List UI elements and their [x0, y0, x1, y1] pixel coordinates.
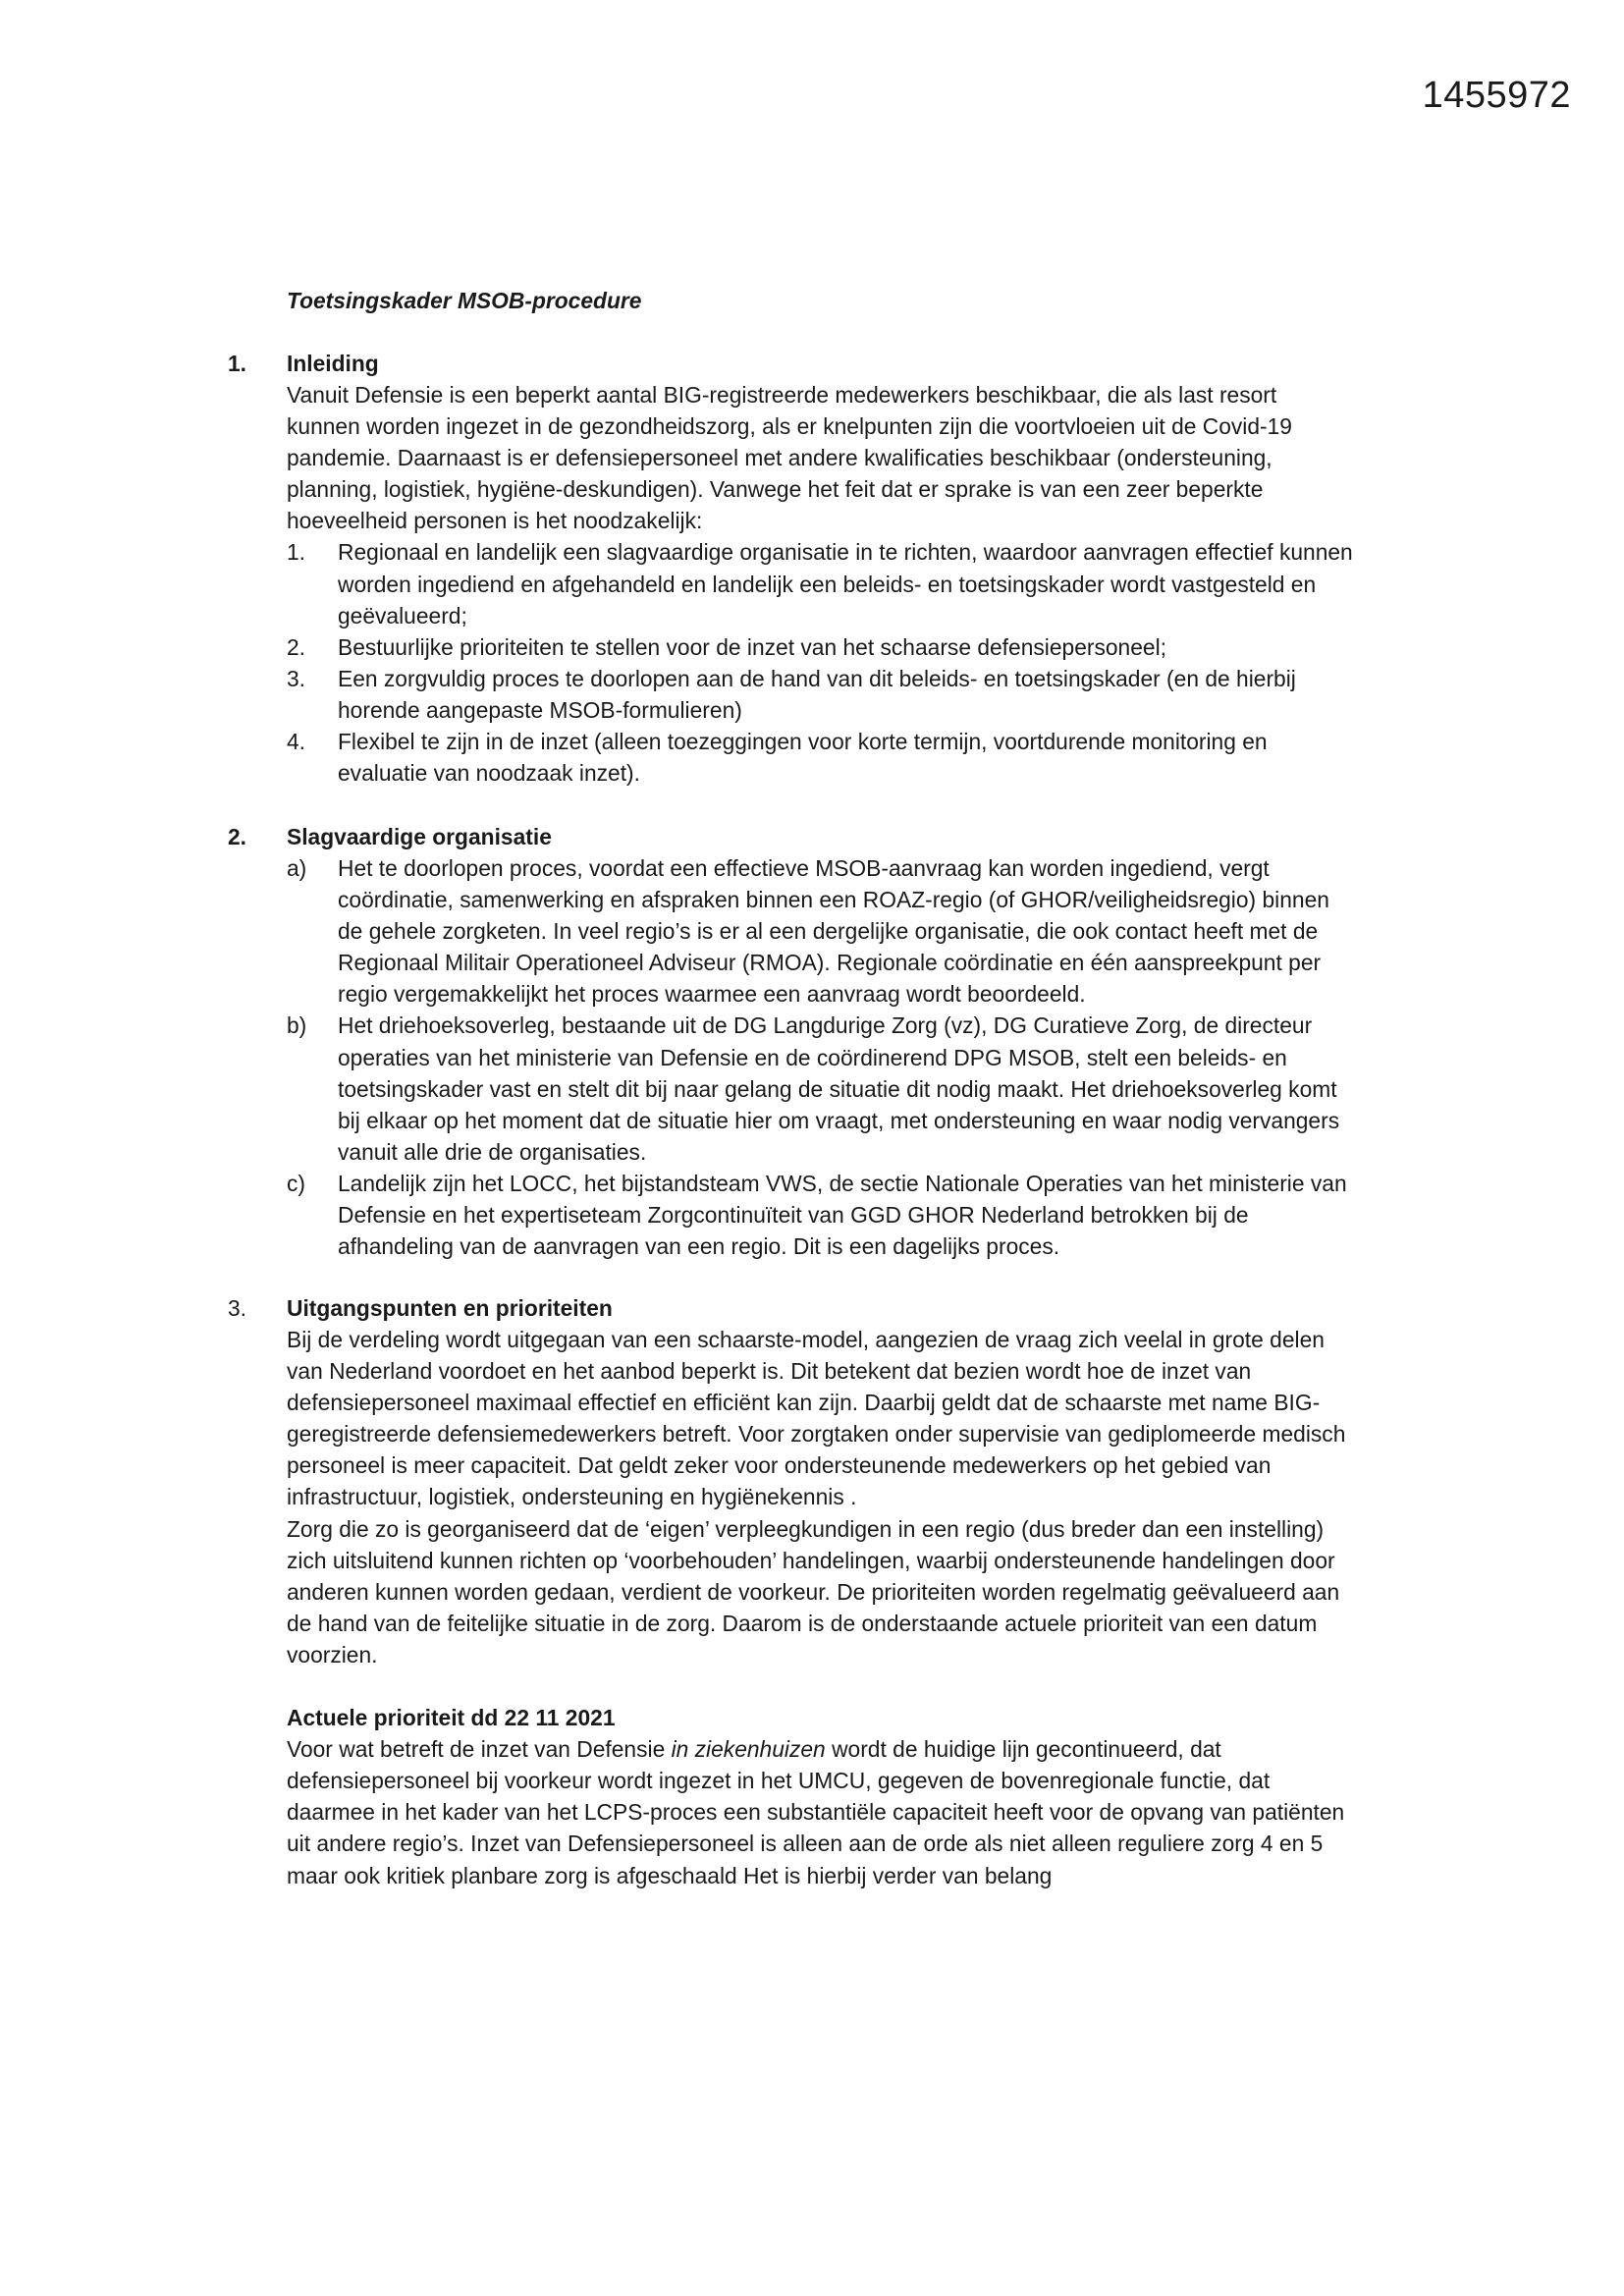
section-number: 1.	[228, 351, 247, 376]
list-item-text: Landelijk zijn het LOCC, het bijstandsteam VWS, de sectie Nationale Operaties van het ministerie van Defensie en het expertiseteam Zorgcontinuïteit van GGD GHOR Nederland betrokken bij de afhandeling van de aanvragen van een regio. Dit is een dagelijks proces.	[338, 1170, 1347, 1260]
list-item	[287, 536, 1359, 630]
section-uitgangspunten	[228, 1292, 1367, 1891]
list-marker: 3.	[287, 665, 306, 691]
paragraph-text: wordt de huidige lijn gecontinueerd, dat defensiepersoneel bij voorkeur wordt ingezet in het UMCU, gegeven de bovenregionale functie, dat daarmee in het kader van het LCPS-proces een substantiële capaciteit heeft voor de opvang van patiënten uit andere regio’s. Inzet van Defensiepersoneel is alleen aan de orde als niet alleen reguliere zorg 4 en 5 maar ook kritiek planbare zorg is afgeschaald Het is hierbij verder van belang	[287, 1736, 1345, 1888]
list-marker: 2.	[287, 633, 306, 660]
list-item	[287, 1010, 1359, 1167]
section-number: 3.	[228, 1295, 247, 1321]
section-title: Uitgangspunten en prioriteiten	[287, 1295, 613, 1321]
list-item	[287, 852, 1359, 1010]
section-paragraph: Zorg die zo is georganiseerd dat de ‘eigen’ verpleegkundigen in een regio (dus breder dan een instelling) zich uitsluitend kunnen richten op ‘voorbehouden’ handelingen, waarbij ondersteunende handelingen door anderen kunnen worden gedaan, verdient de voorkeur. De prioriteiten worden regelmatig geëvalueerd aan de hand van de feitelijke situatie in de zorg. Daarom is de onderstaande actuele prioriteit van een datum voorzien.	[287, 1515, 1340, 1667]
section-paragraph: Bij de verdeling wordt uitgegaan van een schaarste-model, aangezien de vraag zich veelal in grote delen van Nederland voordoet en het aanbod beperkt is. Dit betekent dat bezien wordt hoe de inzet van defensiepersoneel maximaal effectief en efficiënt kan zijn. Daarbij geldt dat de schaarste met name BIG-geregistreerde defensiemedewerkers betreft. Voor zorgtaken onder supervisie van gediplomeerde medisch personeel is meer capaciteit. Dat geldt zeker voor ondersteunende medewerkers op het gebied van infrastructuur, logistiek, ondersteuning en hygiënekennis .	[287, 1327, 1346, 1510]
list-item-text: Het te doorlopen proces, voordat een effectieve MSOB-aanvraag kan worden ingediend, vergt coördinatie, samenwerking en afspraken binnen een ROAZ-regio (of GHOR/veiligheidsregio) binnen de gehele zorgketen. In veel regio’s is er al een dergelijke organisatie, die ook contact heeft met de Regionaal Militair Operationeel Adviseur (RMOA). Regionale coördinatie en één aanspreekpunt per regio vergemakkelijkt het proces waarmee een aanvraag wordt beoordeeld.	[338, 855, 1329, 1008]
list-item-text: Bestuurlijke prioriteiten te stellen voor de inzet van het schaarse defensiepersoneel;	[338, 633, 1166, 660]
list-item-text: Regionaal en landelijk een slagvaardige organisatie in te richten, waardoor aanvragen effectief kunnen worden ingediend en afgehandeld en landelijk een beleids- en toetsingskader wordt vastgesteld en geëvalueerd;	[338, 539, 1353, 629]
section-title: Inleiding	[287, 351, 379, 376]
section-inleiding	[228, 348, 1367, 789]
list-marker: 1.	[287, 539, 306, 566]
list-marker: a)	[287, 855, 307, 881]
list-item	[287, 726, 1359, 789]
section-number: 2.	[228, 824, 247, 849]
list-item-text: Het driehoeksoverleg, bestaande uit de DG Langdurige Zorg (vz), DG Curatieve Zorg, de directeur operaties van het ministerie van Defensie en de coördinerend DPG MSOB, stelt een beleids- en toetsingskader vast en stelt dit bij naar gelang de situatie dit nodig maakt. Het driehoeksoverleg komt bij elkaar op het moment dat de situatie hier om vraagt, met ondersteuning en waar nodig vervangers vanuit alle drie de organisaties.	[338, 1012, 1340, 1165]
section-slagvaardige-organisatie	[228, 821, 1367, 1262]
section-paragraph	[287, 1733, 1352, 1890]
list-item	[287, 1168, 1359, 1262]
list-marker: 4.	[287, 729, 306, 755]
document-title: Toetsingskader MSOB-procedure	[287, 288, 642, 313]
list-item-text: Flexibel te zijn in de inzet (alleen toezeggingen voor korte termijn, voortdurende monitoring en evaluatie van noodzaak inzet).	[338, 729, 1268, 787]
list-marker: b)	[287, 1012, 307, 1039]
section-title: Slagvaardige organisatie	[287, 824, 552, 849]
paragraph-text: Voor wat betreft de inzet van Defensie	[287, 1736, 672, 1763]
document-number: 1455972	[1422, 75, 1571, 116]
section-paragraph: Vanuit Defensie is een beperkt aantal BIG-registreerde medewerkers beschikbaar, die als last resort kunnen worden ingezet in de gezondheidszorg, als er knelpunten zijn die voortvloeien uit de Covid-19 pandemie. Daarnaast is er defensiepersoneel met andere kwalificaties beschikbaar (ondersteuning, planning, logistiek, hygiëne-deskundigen). Vanwege het feit dat er sprake is van een zeer beperkte hoeveelheid personen is het noodzakelijk:	[287, 382, 1292, 534]
list-item-text: Een zorgvuldig proces te doorlopen aan de hand van dit beleids- en toetsingskader (en de hierbij horende aangepaste MSOB-formulieren)	[338, 665, 1296, 723]
list-item	[287, 663, 1359, 726]
list-item	[287, 631, 1359, 663]
paragraph-emphasis: in ziekenhuizen	[671, 1736, 826, 1763]
priority-subheading: Actuele prioriteit dd 22 11 2021	[287, 1705, 616, 1731]
list-marker: c)	[287, 1170, 305, 1196]
